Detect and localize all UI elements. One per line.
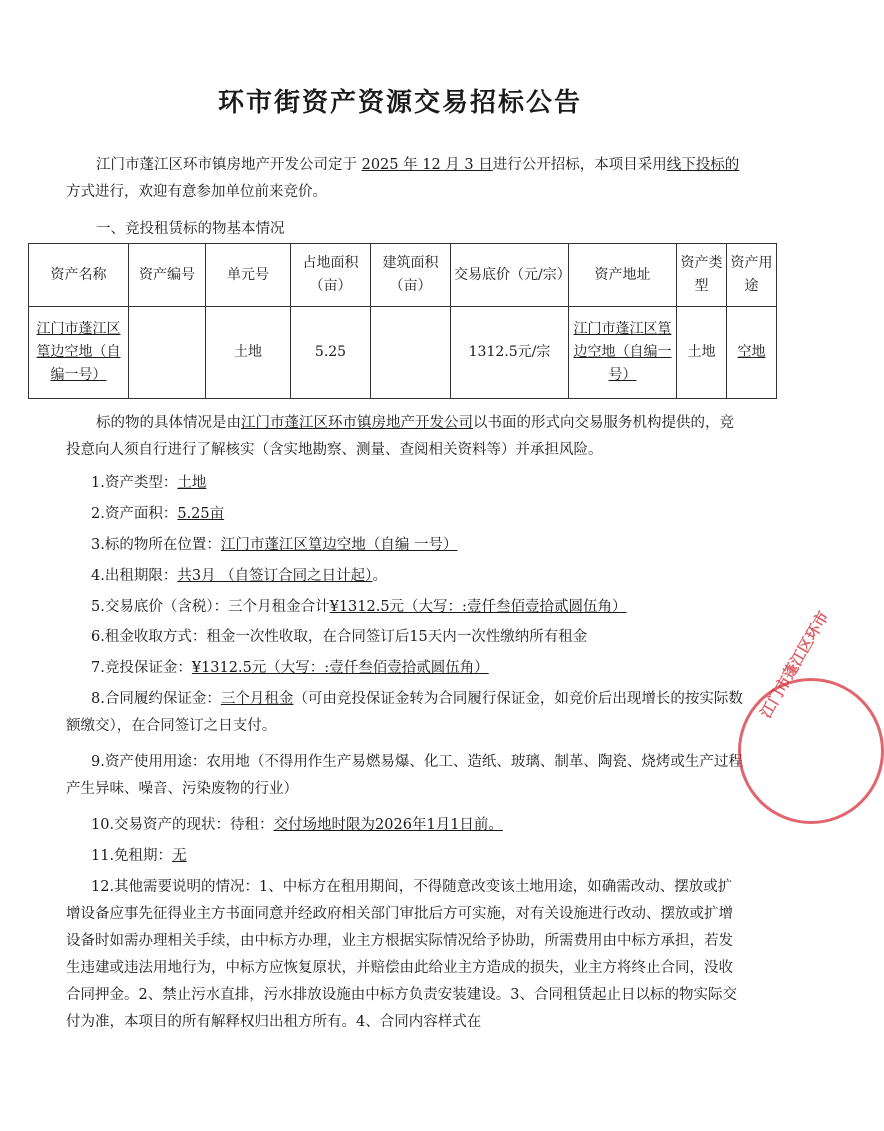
item-value: ¥1312.5元（大写：:壹仟叁佰壹拾贰圆伍角） <box>329 599 627 615</box>
item-5 <box>91 594 781 621</box>
page-title: 环市街资产资源交易招标公告 <box>217 88 582 118</box>
header-type: 资产类型 <box>677 244 727 307</box>
header-price: 交易底价（元/宗） <box>451 244 569 307</box>
item-label: 7.竞投保证金： <box>91 660 192 676</box>
item-value: 共3月 （自签订合同之日计起） <box>177 568 373 584</box>
red-seal-stamp <box>738 608 884 824</box>
item-value: 交付场地时限为2026年1月1日前。 <box>273 817 503 833</box>
desc-org: 江门市蓬江区环市镇房地产开发公司 <box>241 415 473 431</box>
item-label: 5.交易底价（含税）：三个月租金合计 <box>91 599 330 615</box>
desc-text2: 以书面的形式向交易服务机构提供的，竞投意向人须自行进行了解核实（含实地勘察、测量、查阅相关资料等）并承担风险。 <box>66 415 734 458</box>
intro-text2: 进行公开招标，本项目采用 <box>492 157 667 173</box>
item-8 <box>66 686 746 740</box>
asset-table <box>28 243 777 399</box>
cell-unit: 土地 <box>206 307 291 399</box>
item-label: 1.资产类型： <box>91 475 178 491</box>
item-value: 三个月租金 <box>220 691 294 707</box>
header-unit: 单元号 <box>206 244 291 307</box>
item-label: 2.资产面积： <box>91 506 178 522</box>
table-header-row <box>29 244 777 307</box>
header-land-area: 占地面积（亩） <box>291 244 371 307</box>
item-11 <box>91 843 781 870</box>
table-row <box>29 307 777 399</box>
item-value: 5.25亩 <box>177 506 225 522</box>
header-use: 资产用途 <box>727 244 777 307</box>
intro-method1: 线 <box>666 157 682 173</box>
cell-land-area: 5.25 <box>291 307 371 399</box>
cell-name: 江门市蓬江区篁边空地（自编一号） <box>29 307 129 399</box>
section1-heading: 一、竞投租赁标的物基本情况 <box>96 221 285 237</box>
item-value: 无 <box>172 848 187 864</box>
cell-build-area <box>371 307 451 399</box>
item-value: 土地 <box>177 475 207 491</box>
item-1 <box>91 470 781 497</box>
item-10 <box>91 812 781 839</box>
cell-use: 空地 <box>727 307 777 399</box>
cell-address: 江门市蓬江区篁边空地（自编一号） <box>569 307 677 399</box>
header-code: 资产编号 <box>129 244 206 307</box>
item-value: 江门市蓬江区篁边空地（自编 一号） <box>220 537 458 553</box>
item-3 <box>91 532 781 559</box>
description-paragraph <box>66 410 746 464</box>
cell-type: 土地 <box>677 307 727 399</box>
seal-text: 江门市蓬江区环市 <box>756 608 833 721</box>
item-7 <box>91 655 781 682</box>
item-12: 12.其他需要说明的情况：1、中标方在租用期间，不得随意改变该土地用途，如确需改动、摆放或扩增设备应事先征得业主方书面同意并经政府相关部门审批后方可实施，对有关设施进行改动、摆放或扩增设备时如需办理相关手续，由中标方办理，业主方根据实际情况给予协助，所需费用由中标方承担，若发生违建或违法用地行为，中标方应恢复原状，并赔偿由此给业主方造成的损失，业主方将终止合同，没收合同押金。2、禁止污水直排，污水排放设施由中标方负责安装建设。3、合同租赁起止日以标的物实际交付为准，本项目的所有解释权归出租方所有。4、合同内容样式在 <box>66 879 737 1030</box>
intro-text1: 定于 <box>328 157 362 173</box>
intro-date: 2025 年 12 月 3 日 <box>361 157 493 173</box>
item-label: 4.出租期限： <box>91 568 178 584</box>
item-4 <box>91 563 781 590</box>
item-label: 10.交易资产的现状：待租： <box>91 817 274 833</box>
cell-code <box>129 307 206 399</box>
item-text: （可由竞投保证金转为合同履行保证金，如竞价后出现增长的按实际数额缴交），在合同签订之日支付。 <box>66 691 743 734</box>
header-address: 资产地址 <box>569 244 677 307</box>
intro-text3: 方式进行，欢迎有意参加单位前来竞价。 <box>66 184 327 200</box>
header-build-area: 建筑面积（亩） <box>371 244 451 307</box>
intro-paragraph <box>66 152 746 206</box>
desc-text1: 标的物的具体情况是由 <box>96 415 241 431</box>
cell-price: 1312.5元/宗 <box>451 307 569 399</box>
item-label: 8.合同履约保证金： <box>91 691 221 707</box>
item-value: ¥1312.5元（大写：:壹仟叁佰壹拾贰圆伍角） <box>191 660 489 676</box>
item-label: 6.租金收取方式：租金一次性收取，在合同签订后15天内一次性缴纳所有租金 <box>91 629 588 645</box>
intro-org: 江门市蓬江区环市镇房地产开发公司 <box>96 157 328 173</box>
intro-method2: 下投标的 <box>681 157 740 173</box>
item-9: 9.资产使用用途：农用地（不得用作生产易燃易爆、化工、造纸、玻璃、制革、陶瓷、烧烤或生产过程产生异味、噪音、污染废物的行业） <box>66 754 743 797</box>
item-tail: 。 <box>372 568 387 584</box>
item-2 <box>91 501 781 528</box>
header-name: 资产名称 <box>29 244 129 307</box>
item-6 <box>91 624 781 651</box>
item-label: 3.标的物所在位置： <box>91 537 221 553</box>
item-label: 11.免租期： <box>91 848 173 864</box>
